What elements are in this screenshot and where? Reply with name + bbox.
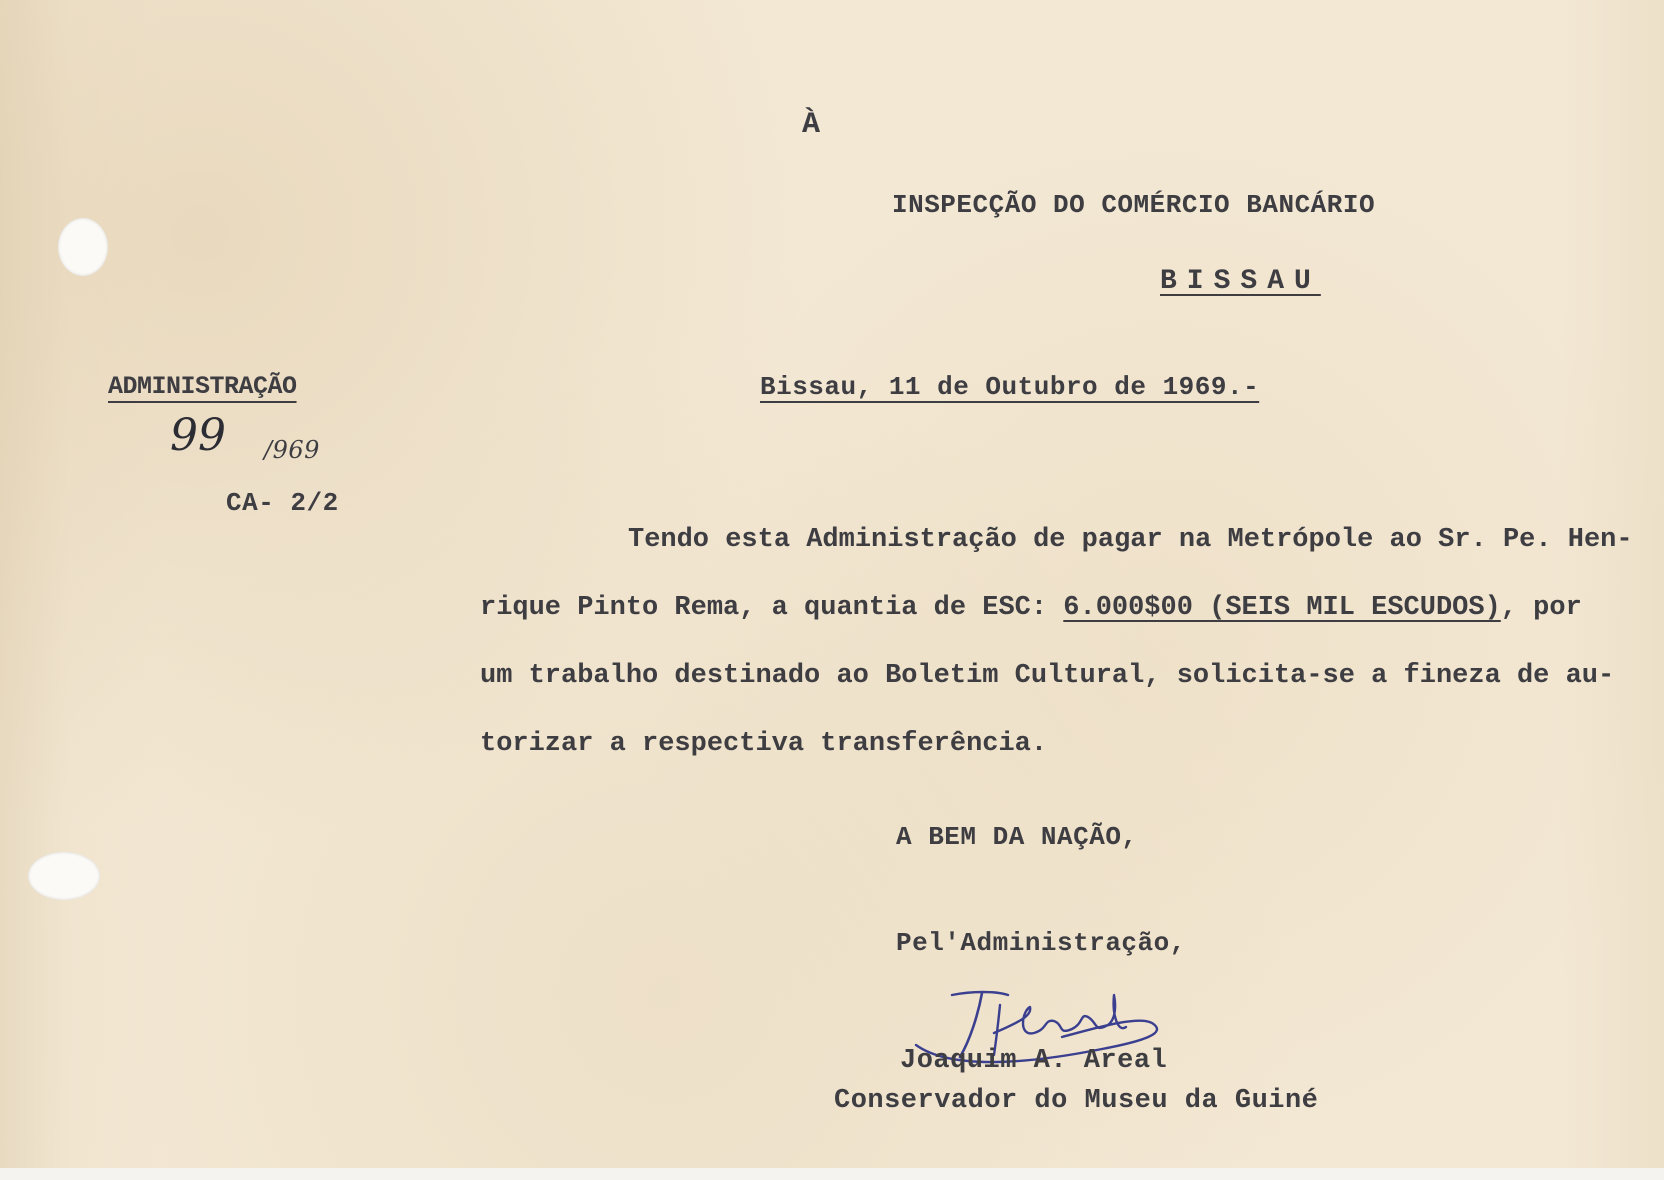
addressee-marker: À [802,108,821,142]
body-line-1: Tendo esta Administração de pagar na Metrópole ao Sr. Pe. Hen- [628,525,1633,555]
recipient-name: INSPECÇÃO DO COMÉRCIO BANCÁRIO [892,190,1376,220]
recipient-city: BISSAU [1160,266,1321,297]
letter-body [480,506,1633,778]
department-label: ADMINISTRAÇÃO [108,372,297,401]
punch-hole-top [58,218,108,276]
signer-name: Joaquim A. Areal [900,1046,1168,1076]
punch-hole-bottom [28,852,100,900]
reference-number: 99 [170,410,226,461]
letter-date: Bissau, 11 de Outubro de 1969.- [760,372,1260,402]
reference-code: CA- 2/2 [226,488,339,518]
body-line-4: torizar a respectiva transferência. [480,729,1048,759]
body-line-2-start: rique Pinto Rema, a quantia de ESC: [480,593,1064,623]
body-line-2 [480,574,1630,642]
payment-amount: 6.000$00 (SEIS MIL ESCUDOS) [1063,593,1501,623]
signoff-line: Pel'Administração, [896,928,1186,958]
body-line-2-end: , por [1500,593,1582,623]
closing-salutation: A BEM DA NAÇÃO, [896,822,1138,852]
scan-border [0,1168,1664,1180]
signer-title: Conservador do Museu da Guiné [834,1086,1319,1116]
body-line-3: um trabalho destinado ao Boletim Cultural, solicita-se a fineza de au- [480,661,1615,691]
reference-year: /969 [264,436,320,464]
